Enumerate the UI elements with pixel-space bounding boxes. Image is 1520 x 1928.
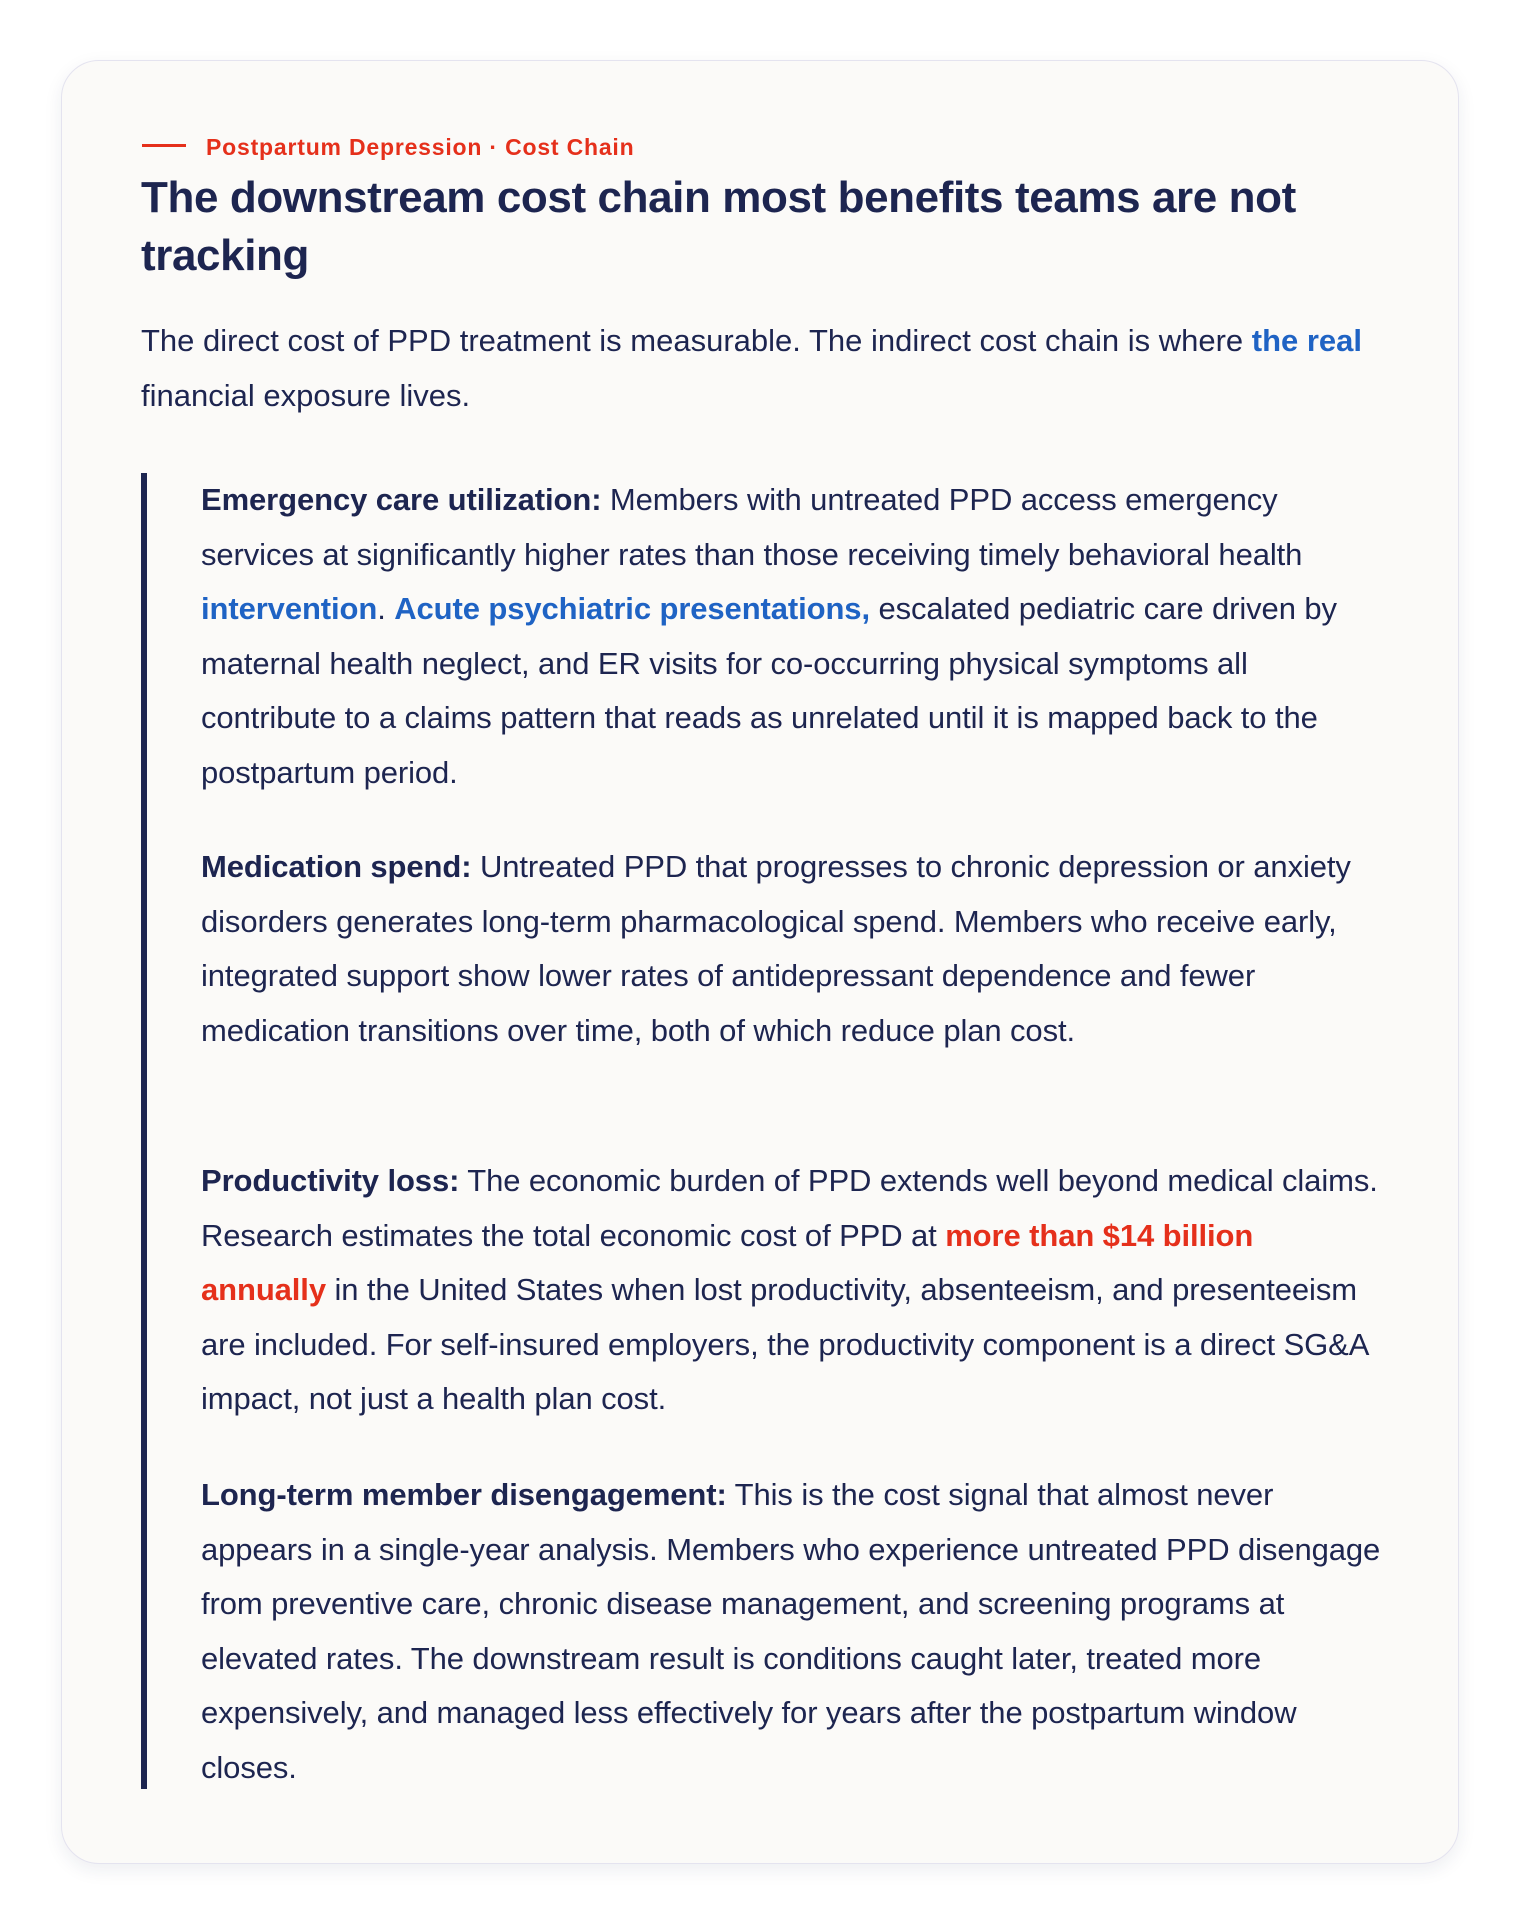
- cost-item-text: in the United States when lost productivity, absenteeism, and presenteeism are included. For self-insured employers, the productivity component is a direct SG&A impact, not just a health plan cost.: [201, 1272, 1368, 1416]
- cost-item-label: Emergency care utilization:: [201, 482, 602, 517]
- cost-item-label: Long-term member disengagement:: [201, 1477, 727, 1512]
- eyebrow-rule: [142, 144, 186, 147]
- cost-item-label: Medication spend:: [201, 849, 472, 884]
- cost-item-separator: .: [377, 591, 395, 626]
- cost-item-member-disengagement: [201, 1468, 1381, 1795]
- cost-item-text: escalated pediatric care driven by maternal health neglect, and ER visits for co-occurring physical symptoms all contribute to a claims pattern that reads as unrelated until it is mapped back to the postpartum period.: [201, 591, 1337, 790]
- cost-item-emergency-care: [201, 473, 1381, 800]
- article-card: [61, 60, 1459, 1864]
- cost-item-text: The economic burden of PPD extends well beyond medical claims. Research estimates the total economic cost of PPD at: [201, 1163, 1378, 1253]
- cost-item-text: Untreated PPD that progresses to chronic depression or anxiety disorders generates long-term pharmacological spend. Members who receive early, integrated support show lower rates of antidepressant dependence and fewer medication transitions over time, both of which reduce plan cost.: [201, 849, 1351, 1048]
- cost-item-productivity-loss: [201, 1154, 1381, 1427]
- cost-item-medication-spend: [201, 840, 1381, 1058]
- cost-item-highlight-stat: more than $14 billion annually: [201, 1217, 1254, 1307]
- cost-item-highlight: intervention: [201, 591, 378, 626]
- eyebrow-label: Postpartum Depression · Cost Chain: [206, 134, 635, 160]
- cost-item-label: Productivity loss:: [201, 1163, 460, 1198]
- intro-text-start: The direct cost of PPD treatment is measurable. The indirect cost chain is where: [141, 323, 1252, 358]
- cost-item-text: This is the cost signal that almost never appears in a single-year analysis. Members who experience untreated PPD disengage from preventive care, chronic disease management, and screening programs at elevated rates. The downstream result is conditions caught later, treated more expensively, and managed less effectively for years after the postpartum window closes.: [201, 1477, 1381, 1785]
- cost-item-highlight: Acute psychiatric presentations,: [394, 591, 870, 626]
- intro-paragraph: [141, 313, 1381, 423]
- page-title: The downstream cost chain most benefits teams are not tracking: [141, 173, 1296, 280]
- cost-item-text: Members with untreated PPD access emergency services at significantly higher rates than those receiving timely behavioral health: [201, 482, 1303, 572]
- eyebrow: [142, 133, 634, 161]
- intro-text-end: financial exposure lives.: [141, 378, 471, 413]
- cost-chain-blockquote: [141, 473, 1391, 1789]
- intro-highlight: the real: [1251, 323, 1363, 358]
